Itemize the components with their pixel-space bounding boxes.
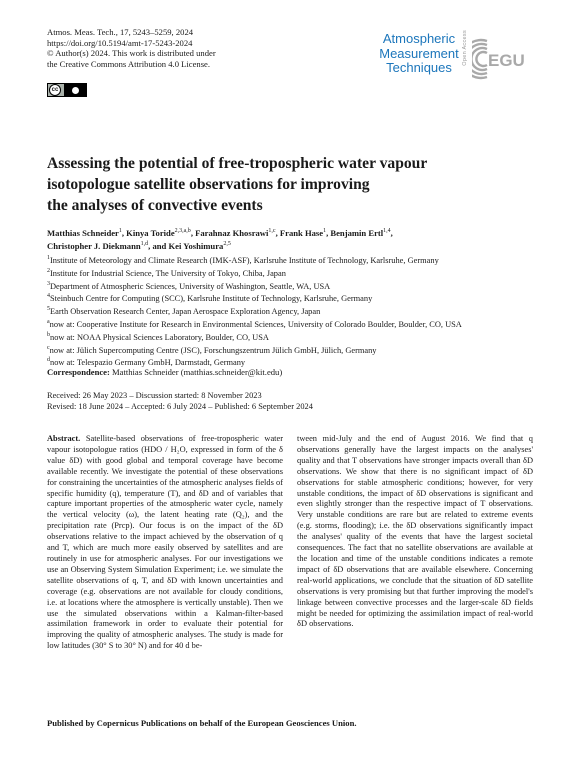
author-list: Matthias Schneider$^1$, Kinya Toride$^{2,3,a,b}$, Farahnaz Khosrawi$^{1,c}$, Frank Hase$^1$, Benjamin Ertl$^{1,4}$, Christopher J. Diekmann$^{1,d}$, and Kei Yoshimura$^{2,5}$ xyxy=(47,227,393,252)
cc-by-license-badge[interactable] xyxy=(47,83,87,97)
egu-logo-icon xyxy=(472,35,532,83)
citation-line: Atmos. Meas. Tech., 17, 5243–5259, 2024 xyxy=(47,27,194,37)
author-affil-ref: 1 xyxy=(118,228,122,234)
affiliation-list xyxy=(47,253,547,368)
affiliation-text: Institute of Meteorology and Climate Research (IMK-ASF), Karlsruhe Institute of Technology, Karlsruhe, Germany xyxy=(50,255,439,265)
affiliation-marker: d xyxy=(47,357,50,364)
author-affil-ref: 1,4 xyxy=(383,228,391,234)
author-affil-ref: 2,3,a,b xyxy=(174,228,191,234)
dates-line: Revised: 18 June 2024 – Accepted: 6 July 2024 – Published: 6 September 2024 xyxy=(47,402,313,411)
affiliation-text: Institute for Industrial Science, The University of Tokyo, Chiba, Japan xyxy=(50,268,286,278)
affiliation-text: now at: NOAA Physical Sciences Laboratory, Boulder, CO, USA xyxy=(50,332,269,342)
title-line: isotopologue satellite observations for improving xyxy=(47,176,370,193)
journal-name-line: Measurement xyxy=(379,45,459,61)
author-name: Christopher J. Diekmann xyxy=(47,241,141,252)
affiliation-item xyxy=(47,279,547,292)
title-line: the analyses of convective events xyxy=(47,197,263,214)
affiliation-text: now at: Telespazio Germany GmbH, Darmstadt, Germany xyxy=(50,358,246,368)
affiliation-marker: 1 xyxy=(47,255,50,261)
by-icon xyxy=(64,84,86,96)
journal-name-line: Techniques xyxy=(386,60,452,75)
publication-dates xyxy=(47,390,313,412)
affiliation-marker: b xyxy=(47,331,50,338)
affiliation-item xyxy=(47,266,547,279)
author-affil-ref: 2,5 xyxy=(223,241,231,248)
abstract-label: Abstract. xyxy=(47,434,81,443)
journal-name-line: Atmospheric xyxy=(382,31,456,46)
citation-block xyxy=(47,27,216,69)
affiliation-marker: 4 xyxy=(47,293,50,300)
affiliation-text: now at: Cooperative Institute for Research in Environmental Sciences, University of Colorado Boulder, Boulder, CO, USA xyxy=(49,319,462,329)
author-affil-ref: 1,c xyxy=(268,228,276,234)
affiliation-marker: 3 xyxy=(47,280,50,287)
affiliation-item xyxy=(47,304,547,317)
affiliation-marker: 5 xyxy=(47,306,50,313)
title-line: Assessing the potential of free-tropospheric water vapour xyxy=(47,155,428,172)
copyright-line: © Author(s) 2024. This work is distributed under xyxy=(47,48,216,59)
affiliation-text: Department of Atmospheric Sciences, University of Washington, Seattle, WA, USA xyxy=(50,281,331,291)
cc-icon xyxy=(49,84,61,96)
dates-line: Received: 26 May 2023 – Discussion started: 8 November 2023 xyxy=(47,391,262,400)
abstract-column-right xyxy=(297,434,533,630)
abstract-text: tween mid-July and the end of August 2016. We find that q observations generally have the largest impacts on the analyses' quality and that T observations have stronger impacts overall than δD observations. We show that there is no significant impact of δD observations for stable atmospheric conditions; however, for very unstable conditions, the impact of δD observations is significant and even slightly stronger than the respective impact of T observations. Very unstable conditions are rare but are related to extreme events (e.g. storms, flooding); i.e. the δD observations significantly impact the analyses' quality of the events that have the largest societal consequences. The fact that no satellite observations are available at the location and time of the unstable conditions indicates a remote impact of δD observations that are available elsewhere. Concerning real-world applications, we conclude that the situation of δD satellite observations is very promising but that further improving the model's linkage between convective processes and the larger-scale δD fields might be needed for optimizing the assimilation impact of real-world δD observations. xyxy=(297,434,533,629)
affiliation-marker: c xyxy=(47,344,50,351)
abstract-column-left xyxy=(47,434,283,652)
abstract-text: Satellite-based observations of free-tropospheric water vapour isotopologue ratios (HDO / H₂O, expressed in form of the δ value δD) with good global and temporal coverage have become available recently. We investigate the potential of these observations for constraining the uncertainties of the atmospheric analyses fields of specific humidity (q), temperature (T), and δD and of variables that capture important properties of the atmospheric water cycle, namely the vertical velocity (ω), the latent heating rate (Q₂), and the precipitation rate (Prcp). Our focus is on the impact of the δD observations relative to the impact achieved by the observation of q and T, which are much more easily observed by satellites and are routinely in use for atmospheric analyses. For our investigations we use an Observing System Simulation Experiment; i.e. we simulate the satellite observations of q, T, and δD with known uncertainties and coverage (e.g. observations are not available for cloudy conditions, i.e. at locations where the atmosphere is vertically unstable). Then we use the simulated observations within a Kalman-filter-based assimilation framework in order to evaluate their potential for improving the quality of atmospheric analyses. The study is made for low latitudes (30° S to 30° N) and for 40 d be- xyxy=(47,434,284,651)
author-name: Benjamin Ertl xyxy=(330,227,384,238)
affiliation-item xyxy=(47,253,547,266)
correspondence xyxy=(47,367,282,377)
affiliation-text: Steinbuch Centre for Computing (SCC), Karlsruhe Institute of Technology, Karlsruhe, Germany xyxy=(50,294,373,304)
author-name: Kinya Toride xyxy=(126,227,175,238)
affiliation-text: now at: Jülich Supercomputing Centre (JSC), Forschungszentrum Jülich GmbH, Jülich, Germany xyxy=(49,345,377,355)
paper-title xyxy=(47,153,487,216)
author-conjunction: and xyxy=(152,241,167,252)
affiliation-item xyxy=(47,343,547,356)
journal-name xyxy=(369,32,469,76)
affiliation-item xyxy=(47,330,547,343)
author-name: Kei Yoshimura xyxy=(168,241,224,252)
affiliation-marker: a xyxy=(47,318,50,325)
author-affil-ref: 1,d xyxy=(140,241,149,248)
affiliation-text: Earth Observation Research Center, Japan Aerospace Exploration Agency, Japan xyxy=(50,306,321,316)
author-name: Matthias Schneider xyxy=(47,227,119,238)
cc-icon-label: cc xyxy=(51,87,59,93)
correspondence-label: Correspondence: xyxy=(47,367,110,377)
license-line: the Creative Commons Attribution 4.0 License. xyxy=(47,58,211,69)
egu-logo-text: EGU xyxy=(488,51,525,70)
doi-link[interactable]: https://doi.org/10.5194/amt-17-5243-2024 xyxy=(47,37,193,48)
author-name: Farahnaz Khosrawi xyxy=(195,227,269,238)
author-affil-ref: 1 xyxy=(323,228,327,234)
author-name: Frank Hase xyxy=(279,227,324,238)
correspondence-contact[interactable]: Matthias Schneider (matthias.schneider@kit.edu) xyxy=(112,367,283,377)
affiliation-item xyxy=(47,317,547,330)
affiliation-marker: 2 xyxy=(47,267,50,274)
affiliation-item xyxy=(47,291,547,304)
open-access-label: Open Access xyxy=(462,30,468,66)
publisher-footer: Published by Copernicus Publications on behalf of the European Geosciences Union. xyxy=(47,718,357,728)
